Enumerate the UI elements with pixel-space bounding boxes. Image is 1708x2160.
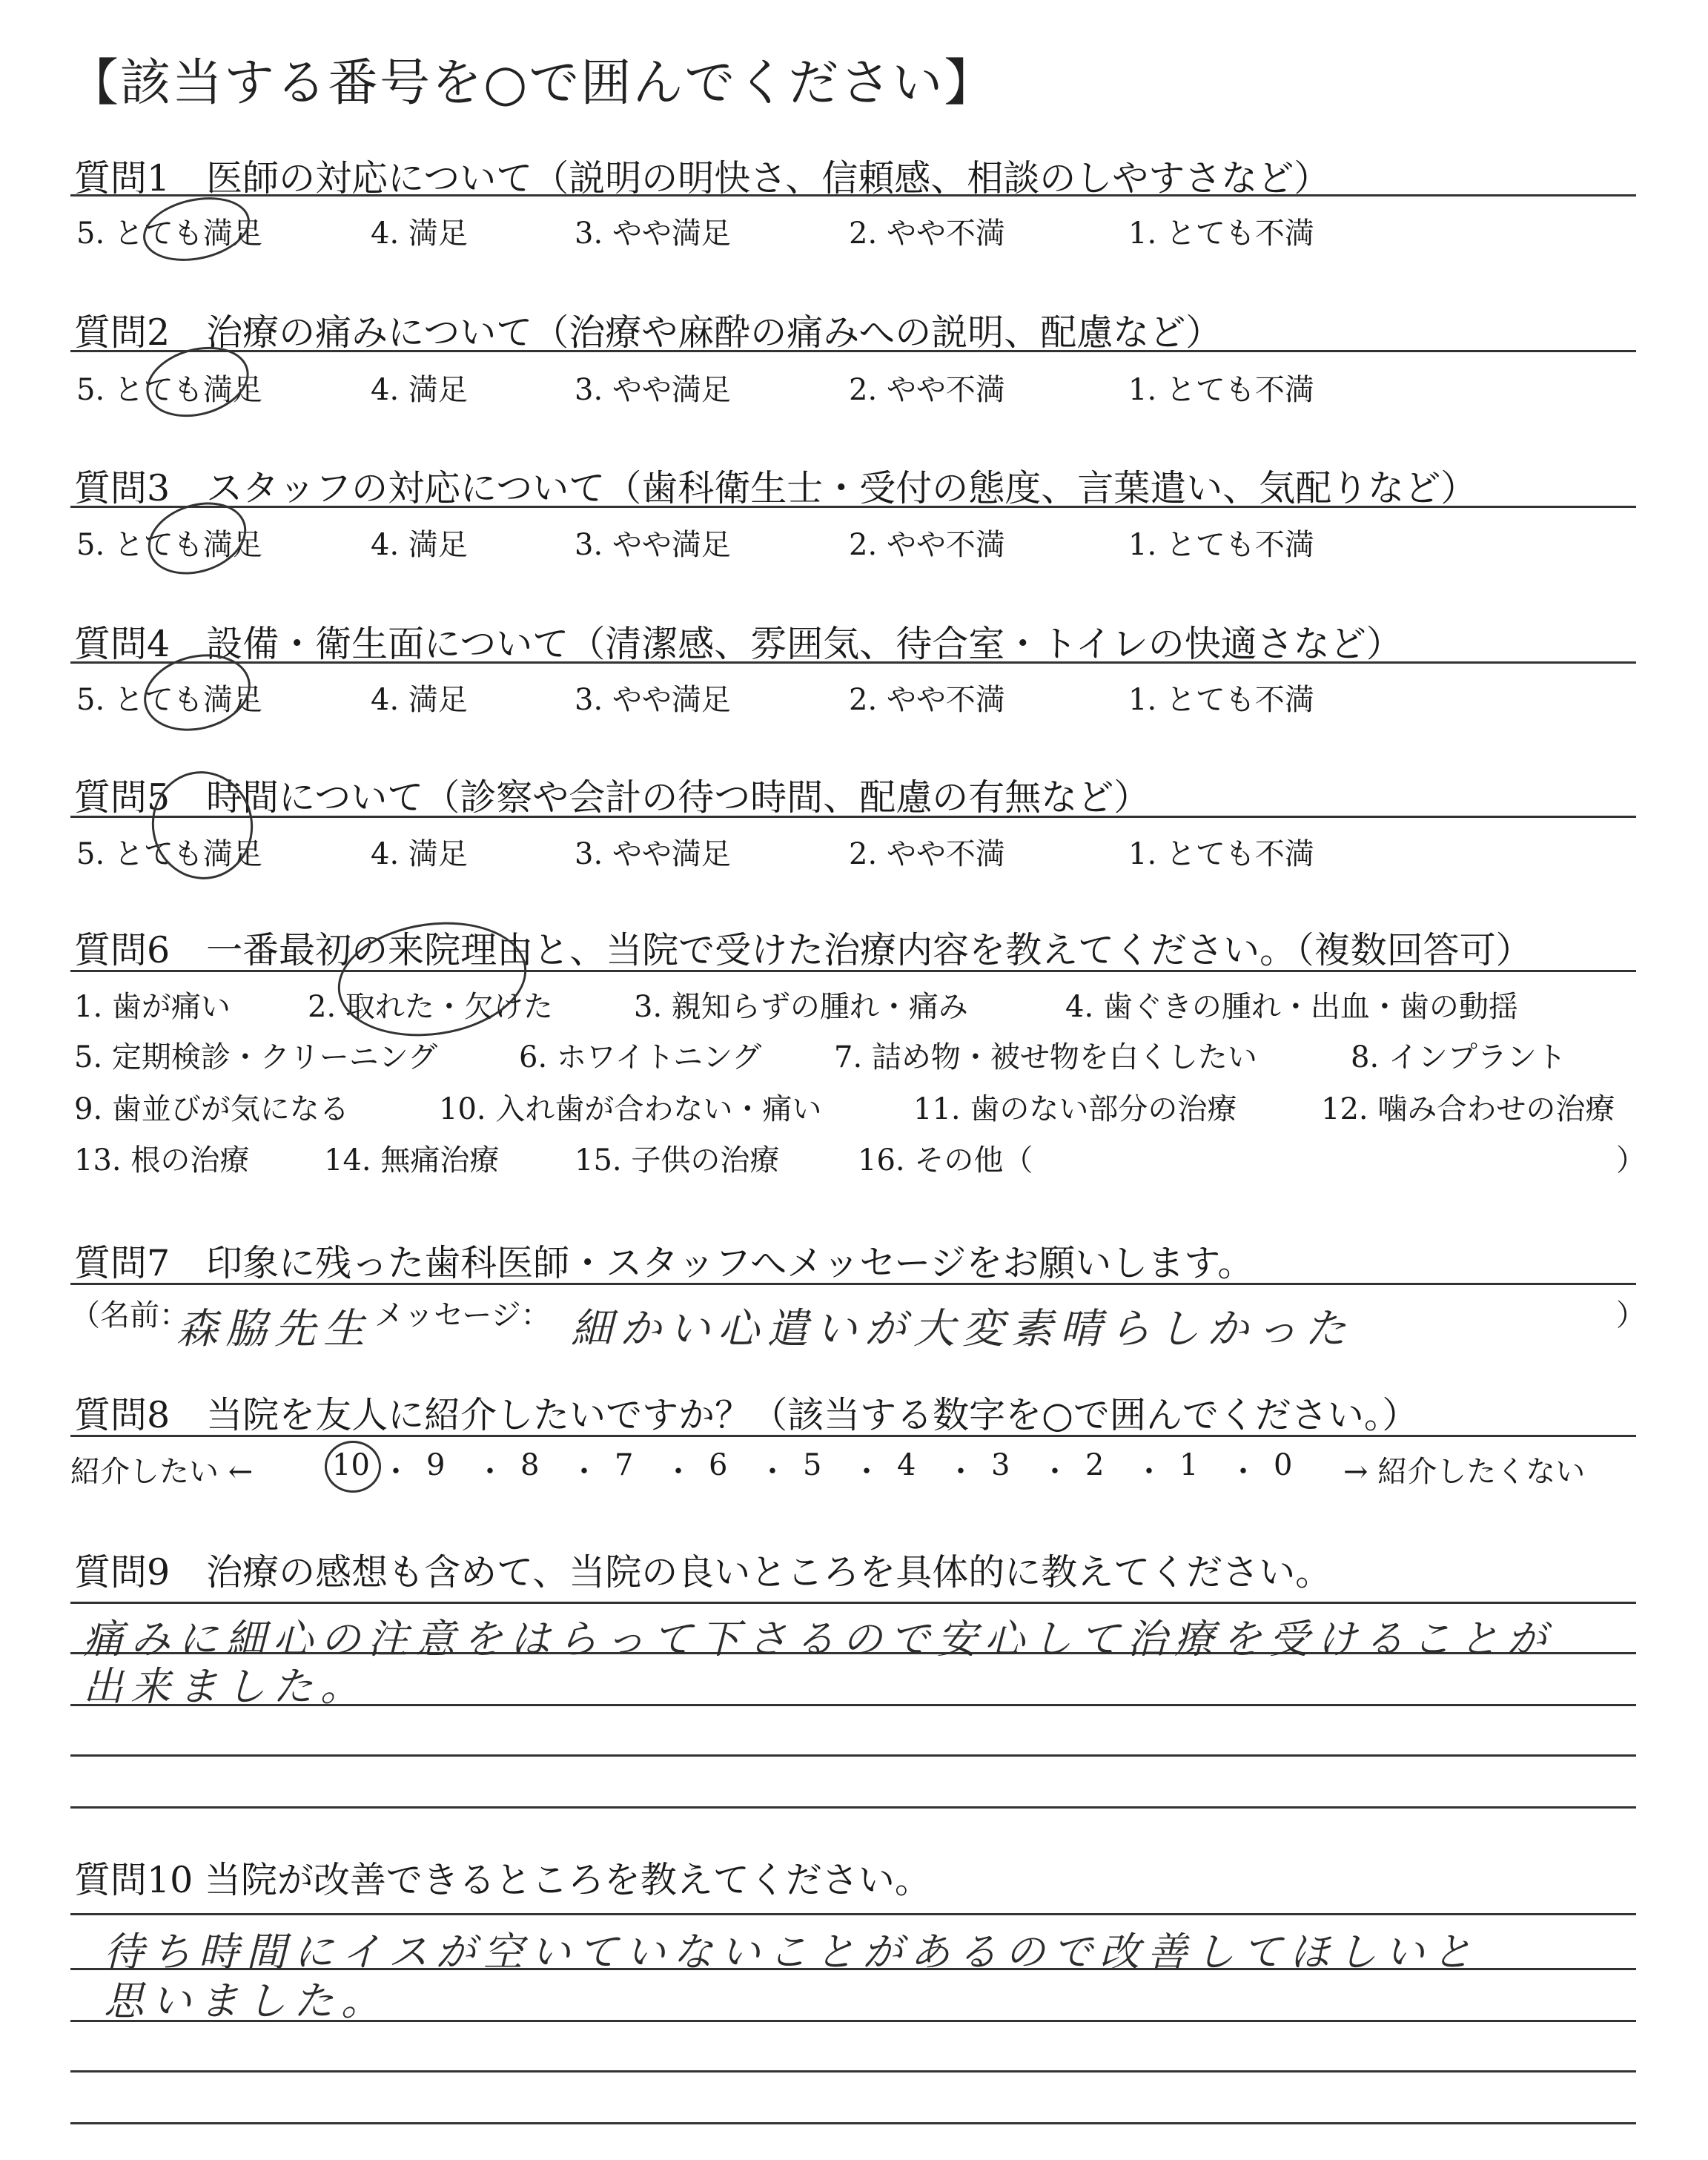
q6-option-3[interactable]: 3. 親知らずの腫れ・痛み [634, 990, 968, 1024]
scale-option-8[interactable]: 8 [520, 1448, 540, 1482]
q6-option-9[interactable]: 9. 歯並びが気になる [74, 1092, 349, 1126]
scale-separator: ・ [1040, 1455, 1070, 1489]
q7-close-paren: ） [1616, 1298, 1646, 1332]
q9-answer-line-1[interactable]: 痛みに細心の注意をはらって下さるので安心して治療を受けることが [83, 1616, 1554, 1662]
scale-option-9[interactable]: 9 [426, 1448, 446, 1482]
q6-option-15[interactable]: 15. 子供の治療 [575, 1143, 780, 1178]
q6-option-4[interactable]: 4. 歯ぐきの腫れ・出血・歯の動揺 [1065, 990, 1518, 1024]
q7-message-value[interactable]: 細かい心遣いが大変素晴らしかった [571, 1305, 1354, 1353]
scale-option-5[interactable]: 5 [803, 1448, 822, 1482]
question-8-label: 質問8 当院を友人に紹介したいですか？（該当する数字を○で囲んでください。） [74, 1394, 1419, 1436]
q7-message-prefix: メッセージ： [374, 1298, 551, 1332]
q1-option-4[interactable]: 4. 満足 [371, 217, 468, 251]
question-3-label: 質問3 スタッフの対応について（歯科衛生士・受付の態度、言葉遣い、気配りなど） [74, 467, 1477, 509]
scale-separator: ・ [663, 1455, 693, 1489]
question-1-label: 質問1 医師の対応について（説明の明快さ、信頼感、相談のしやすさなど） [74, 157, 1331, 199]
q2-option-4[interactable]: 4. 満足 [371, 373, 468, 407]
scale-separator: ・ [475, 1455, 505, 1489]
q10-answer-line-1[interactable]: 待ち時間にイスが空いていないことがあるので改善してほしいと [104, 1929, 1480, 1975]
q6-option-16[interactable]: 16. その他（ [858, 1143, 1033, 1178]
scale-separator: ・ [758, 1455, 787, 1489]
divider [70, 661, 1636, 664]
q5-option-1[interactable]: 1. とても不満 [1128, 837, 1314, 871]
scale-separator: ・ [946, 1455, 976, 1489]
q4-option-2[interactable]: 2. やや不満 [849, 683, 1005, 717]
scale-option-7[interactable]: 7 [615, 1448, 634, 1482]
q2-option-5[interactable]: 5. とても満足 [76, 373, 262, 407]
q3-option-1[interactable]: 1. とても不満 [1128, 528, 1314, 562]
q6-option-11[interactable]: 11. 歯のない部分の治療 [913, 1092, 1237, 1126]
q3-option-4[interactable]: 4. 満足 [371, 528, 468, 562]
divider [70, 506, 1636, 508]
page-title: 【該当する番号を○で囲んでください】 [68, 54, 996, 113]
divider [70, 1913, 1636, 1915]
q3-option-2[interactable]: 2. やや不満 [849, 528, 1005, 562]
question-4-label: 質問4 設備・衛生面について（清潔感、雰囲気、待合室・トイレの快適さなど） [74, 623, 1403, 665]
answer-line [70, 1754, 1636, 1757]
question-10-label: 質問10 当院が改善できるところを教えてください。 [74, 1859, 931, 1901]
scale-option-1[interactable]: 1 [1179, 1448, 1199, 1482]
q10-answer-line-2[interactable]: 思いました。 [104, 1978, 388, 2024]
scale-separator: ・ [569, 1455, 599, 1489]
scale-option-6[interactable]: 6 [709, 1448, 728, 1482]
scale-option-0[interactable]: 0 [1274, 1448, 1293, 1482]
q6-option-10[interactable]: 10. 入れ歯が合わない・痛い [439, 1092, 822, 1126]
q6-option-8[interactable]: 8. インプラント [1351, 1040, 1566, 1074]
scale-separator: ・ [1228, 1455, 1258, 1489]
q8-left-label: 紹介したい ← [70, 1455, 254, 1489]
divider [70, 1602, 1636, 1604]
q3-option-5[interactable]: 5. とても満足 [76, 528, 262, 562]
q2-option-2[interactable]: 2. やや不満 [849, 373, 1005, 407]
question-9-label: 質問9 治療の感想も含めて、当院の良いところを具体的に教えてください。 [74, 1551, 1332, 1593]
scale-option-3[interactable]: 3 [991, 1448, 1010, 1482]
scale-option-2[interactable]: 2 [1085, 1448, 1105, 1482]
q7-name-value[interactable]: 森脇先生 [176, 1305, 372, 1353]
q7-name-prefix: （名前： [70, 1298, 189, 1332]
scale-option-10[interactable]: 10 [332, 1448, 370, 1482]
q5-option-3[interactable]: 3. やや満足 [575, 837, 731, 871]
q6-option-5[interactable]: 5. 定期検診・クリーニング [74, 1040, 438, 1074]
question-5-label: 質問5 時間について（診察や会計の待つ時間、配慮の有無など） [74, 776, 1151, 819]
q6-option-12[interactable]: 12. 噛み合わせの治療 [1321, 1092, 1615, 1126]
divider [70, 1435, 1636, 1437]
q6-option-2[interactable]: 2. 取れた・欠けた [308, 990, 553, 1024]
q8-right-label: → 紹介したくない [1343, 1455, 1586, 1489]
q6-option-6[interactable]: 6. ホワイトニング [519, 1040, 762, 1074]
q4-option-1[interactable]: 1. とても不満 [1128, 683, 1314, 717]
q6-other-close-paren: ） [1616, 1143, 1646, 1178]
scale-separator: ・ [381, 1455, 411, 1489]
question-2-label: 質問2 治療の痛みについて（治療や麻酔の痛みへの説明、配慮など） [74, 311, 1222, 354]
q4-option-3[interactable]: 3. やや満足 [575, 683, 731, 717]
q1-option-3[interactable]: 3. やや満足 [575, 217, 731, 251]
question-7-label: 質問7 印象に残った歯科医師・スタッフへメッセージをお願いします。 [74, 1242, 1254, 1284]
scale-separator: ・ [1134, 1455, 1164, 1489]
q5-option-4[interactable]: 4. 満足 [371, 837, 468, 871]
answer-line [70, 2122, 1636, 2124]
selection-circle [325, 1441, 381, 1493]
divider [70, 1283, 1636, 1285]
scale-option-4[interactable]: 4 [897, 1448, 916, 1482]
q4-option-5[interactable]: 5. とても満足 [76, 683, 262, 717]
q2-option-1[interactable]: 1. とても不満 [1128, 373, 1314, 407]
q2-option-3[interactable]: 3. やや満足 [575, 373, 731, 407]
q3-option-3[interactable]: 3. やや満足 [575, 528, 731, 562]
q1-option-5[interactable]: 5. とても満足 [76, 217, 262, 251]
scale-separator: ・ [852, 1455, 881, 1489]
divider [70, 194, 1636, 196]
q6-option-1[interactable]: 1. 歯が痛い [74, 990, 231, 1024]
question-6-label: 質問6 一番最初の来院理由と、当院で受けた治療内容を教えてください。（複数回答可） [74, 929, 1532, 971]
q1-option-1[interactable]: 1. とても不満 [1128, 217, 1314, 251]
answer-line [70, 2070, 1636, 2073]
q5-option-2[interactable]: 2. やや不満 [849, 837, 1005, 871]
q6-option-13[interactable]: 13. 根の治療 [74, 1143, 250, 1178]
answer-line [70, 1806, 1636, 1809]
divider [70, 970, 1636, 972]
q4-option-4[interactable]: 4. 満足 [371, 683, 468, 717]
q6-option-14[interactable]: 14. 無痛治療 [324, 1143, 500, 1178]
divider [70, 816, 1636, 818]
divider [70, 350, 1636, 352]
q1-option-2[interactable]: 2. やや不満 [849, 217, 1005, 251]
q5-option-5[interactable]: 5. とても満足 [76, 837, 262, 871]
q9-answer-line-2[interactable]: 出来ました。 [83, 1663, 368, 1710]
q6-option-7[interactable]: 7. 詰め物・被せ物を白くしたい [834, 1040, 1257, 1074]
